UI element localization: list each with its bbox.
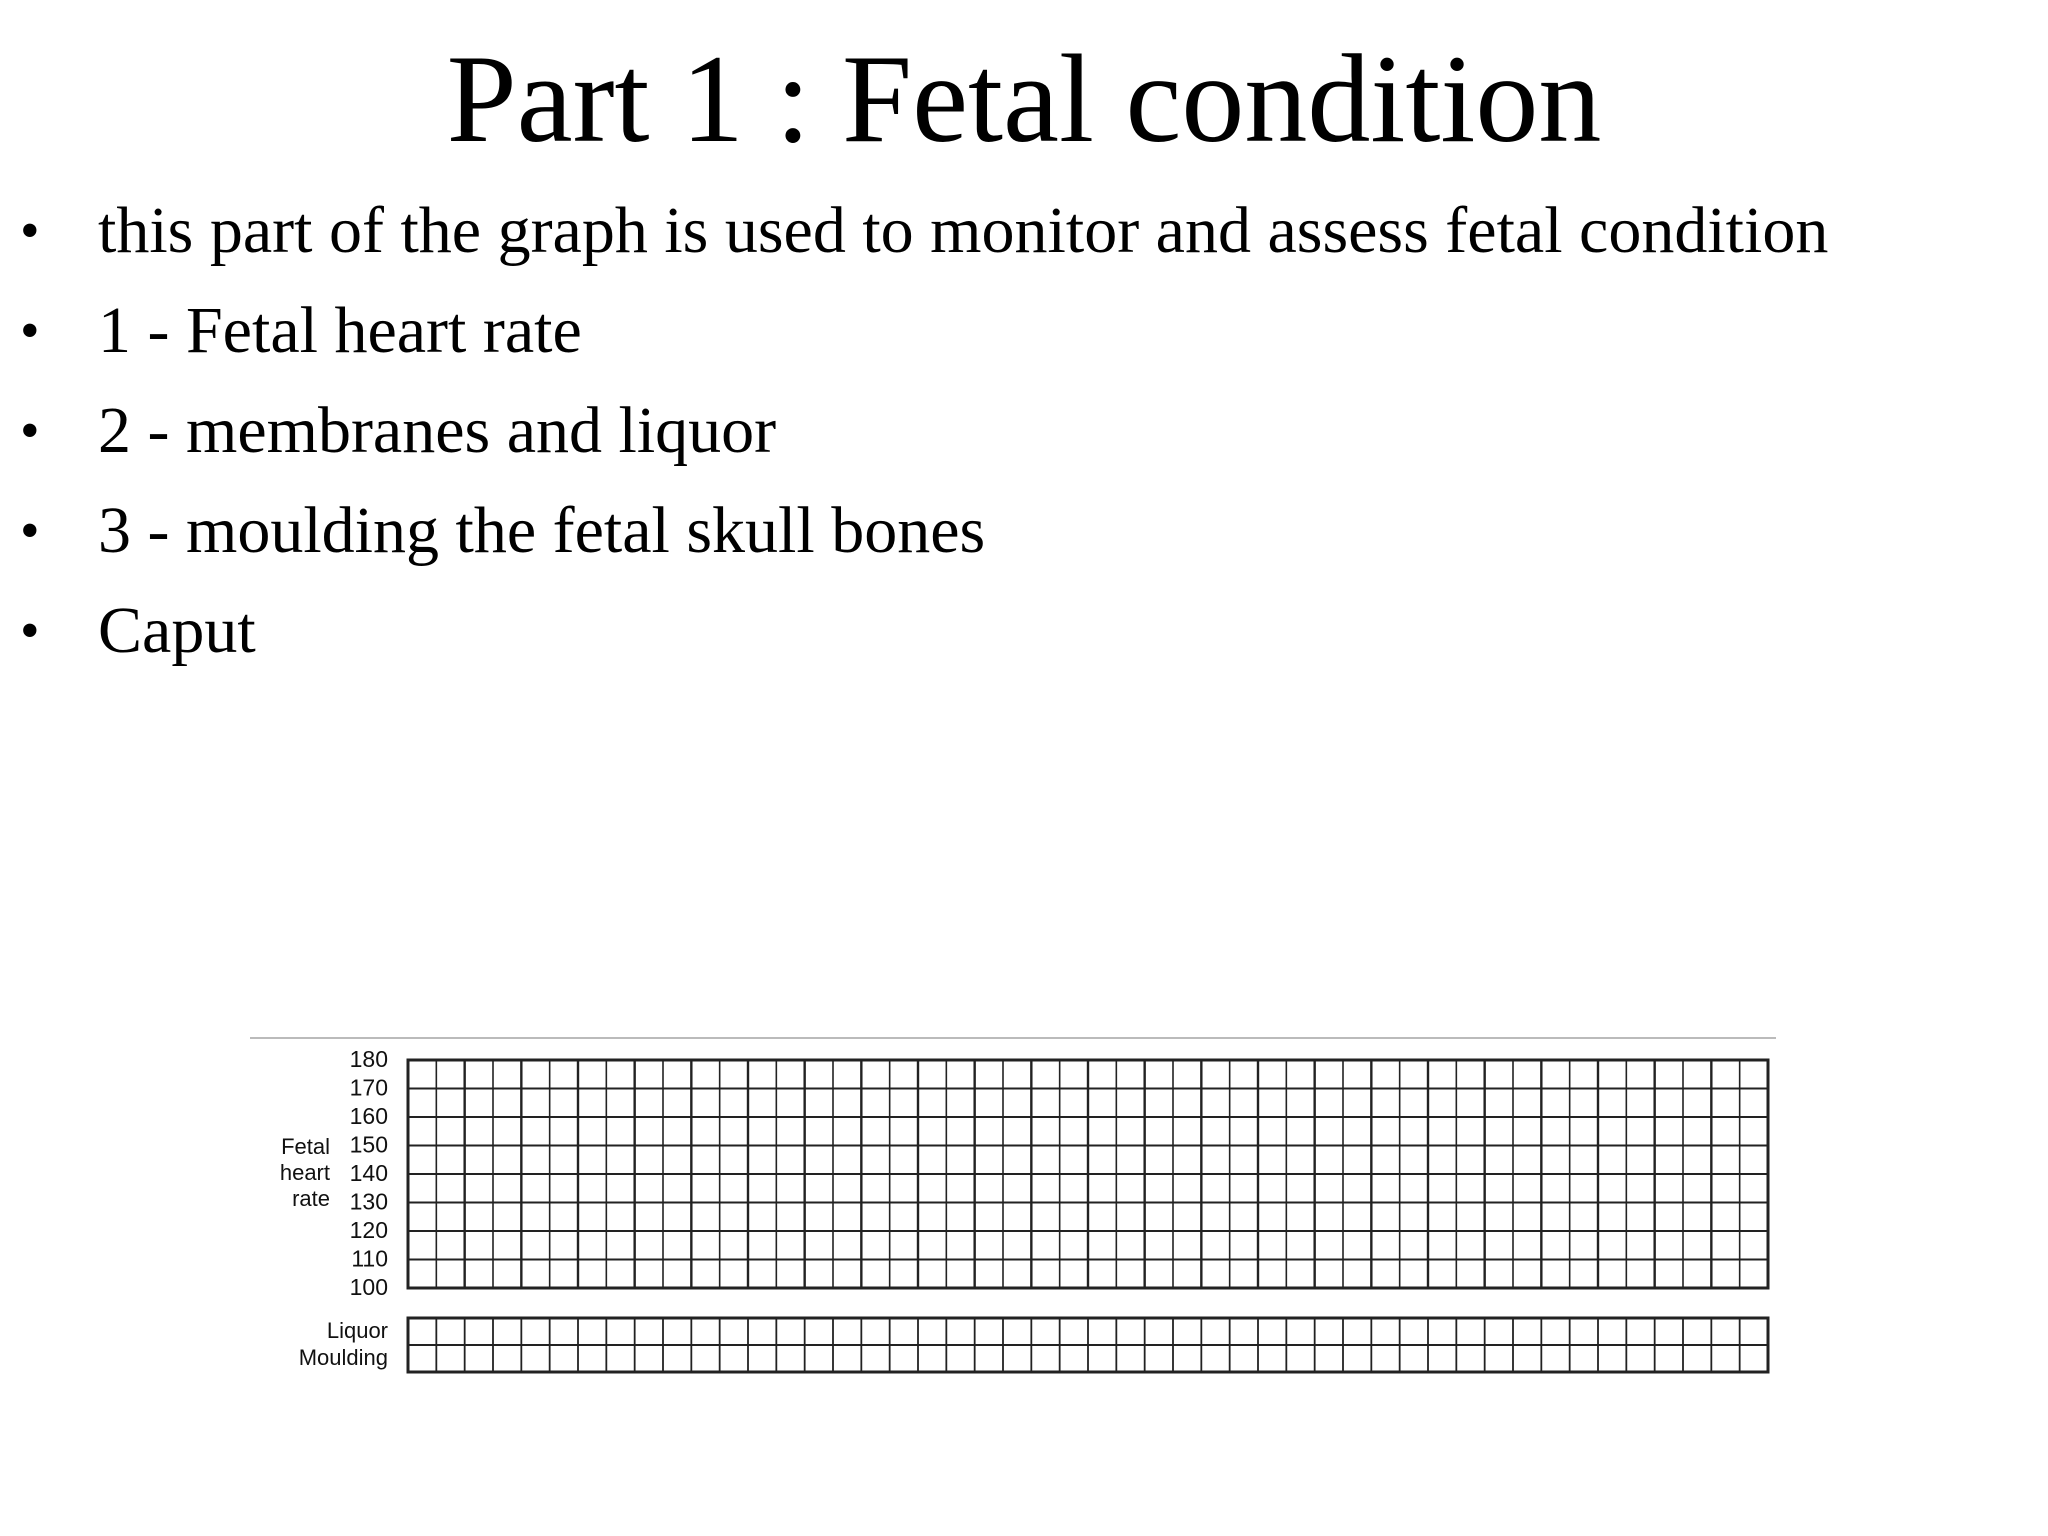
fhr-tick-label: 120 (349, 1217, 388, 1243)
fhr-tick-label: 130 (349, 1188, 388, 1215)
fhr-tick-label: 180 (349, 1046, 388, 1072)
bullet-text: 2 - membranes and liquor (98, 394, 777, 467)
fetal-heart-rate-axis (350, 1046, 388, 1300)
lower-row-label: Liquor (326, 1318, 388, 1343)
fhr-label-line: Fetal (281, 1134, 330, 1159)
partograph-svg (248, 1030, 1778, 1390)
lower-row-label: Moulding (298, 1345, 388, 1370)
slide-title: Part 1 : Fetal condition (446, 30, 1602, 169)
bullet-marker: • (20, 300, 40, 362)
fhr-tick-label: 170 (349, 1074, 388, 1101)
fhr-tick-label: 110 (351, 1245, 388, 1272)
bullet-text: 3 - moulding the fetal skull bones (98, 494, 986, 567)
partograph-fetal-section (248, 1030, 1778, 1390)
bullet-marker: • (20, 600, 40, 662)
bullet-text: 1 - Fetal heart rate (98, 294, 582, 367)
fhr-label-line: rate (292, 1186, 330, 1211)
fhr-tick-label: 160 (349, 1103, 388, 1129)
fetal-heart-rate-label (280, 1134, 330, 1211)
bullet-text: this part of the graph is used to monitor and assess fetal condition (98, 194, 1829, 267)
bullet-text: Caput (98, 594, 256, 667)
fetal-heart-rate-grid (408, 1060, 1768, 1288)
fhr-tick-label: 150 (349, 1131, 388, 1158)
fhr-tick-label: 100 (349, 1274, 388, 1300)
bullet-marker: • (20, 200, 40, 262)
bullet-marker: • (20, 400, 40, 462)
liquor-moulding-grid (408, 1318, 1768, 1372)
fhr-tick-label: 140 (349, 1160, 388, 1186)
bullet-marker: • (20, 500, 40, 562)
fhr-label-line: heart (279, 1160, 330, 1185)
